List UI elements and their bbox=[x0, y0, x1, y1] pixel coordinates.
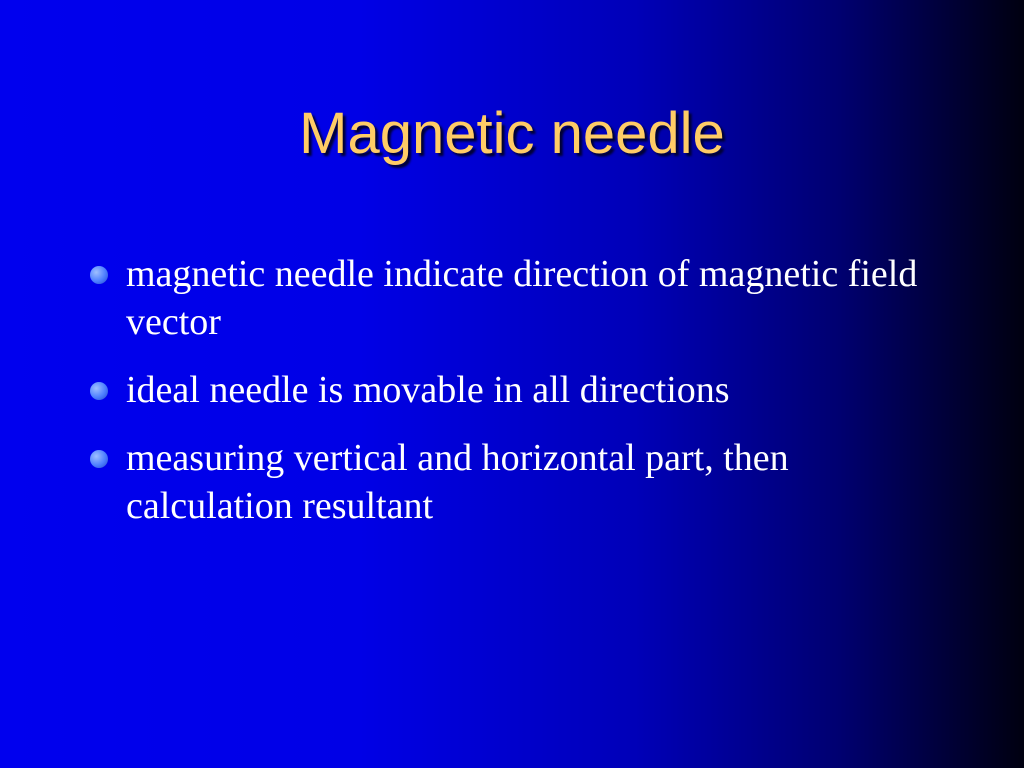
bullet-item bbox=[88, 434, 948, 530]
slide-title: Magnetic needle bbox=[299, 101, 725, 166]
bullet-dot-icon bbox=[90, 450, 108, 468]
bullet-item bbox=[88, 366, 948, 414]
bullet-text: ideal needle is movable in all directions bbox=[126, 369, 730, 411]
bullet-list bbox=[88, 250, 948, 550]
bullet-text: magnetic needle indicate direction of magnetic field vector bbox=[126, 253, 918, 343]
bullet-text: measuring vertical and horizontal part, then calculation resultant bbox=[126, 437, 789, 527]
bullet-item bbox=[88, 250, 948, 346]
bullet-dot-icon bbox=[90, 266, 108, 284]
bullet-dot-icon bbox=[90, 382, 108, 400]
